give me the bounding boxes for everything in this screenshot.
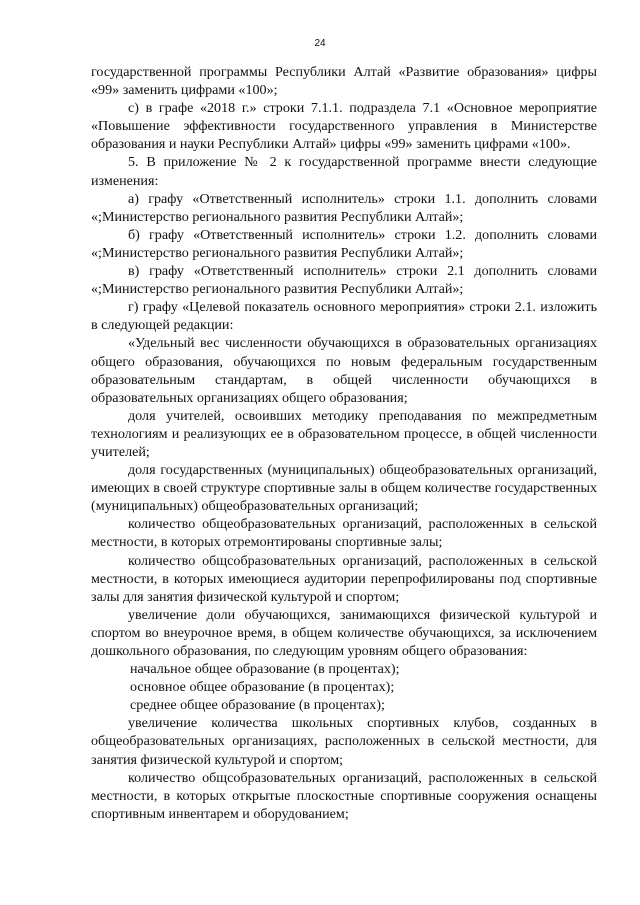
list-item-primary: начальное общее образование (в процентах);	[130, 661, 400, 678]
paragraph-item-g: г) графу «Целевой показатель основного мероприятия» строки 2.1. изложить в следующей редакции:	[91, 299, 597, 334]
paragraph-item-c: с) в графе «2018 г.» строки 7.1.1. подраздела 7.1 «Основное мероприятие «Повышение эффективности государственного управления в Министерстве образования и науки Республики Алтай» цифры «99» заменить цифрами «100».	[91, 100, 597, 153]
page-number: 24	[314, 38, 326, 49]
list-item-secondary: среднее общее образование (в процентах);	[130, 697, 385, 714]
paragraph-indicator-6: увеличение доли обучающихся, занимающихся физической культурой и спортом во внеурочное время, в общем количестве обучающихся, за исключением дошкольного образования, по следующим уровням общего образования:	[91, 606, 597, 659]
paragraph-indicator-3: доля государственных (муниципальных) общеобразовательных организаций, имеющих в своей структуре спортивные залы в общем количестве государственных (муниципальных) общеобразовательных организаций;	[91, 462, 597, 515]
paragraph-indicator-8: количество общсобразовательных организаций, расположенных в сельской местности, в которых открытые плоскостные спортивные сооружения оснащены спортивным инвентарем и оборудованием;	[91, 769, 597, 822]
list-item-basic: основное общее образование (в процентах);	[130, 679, 395, 696]
paragraph-item-b: б) графу «Ответственный исполнитель» строки 1.2. дополнить словами «;Министерство регионального развития Республики Алтай»;	[91, 226, 597, 261]
paragraph-indicator-1: «Удельный вес численности обучающихся в образовательных организациях общего образования, обучающихся по новым федеральным государственным образовательным стандартам, в общей численности обучающихся в образовательных организациях общего образования;	[91, 335, 597, 406]
paragraph-item-5: 5. В приложение № 2 к государственной программе внести следующие изменения:	[91, 154, 597, 189]
paragraph-indicator-4: количество общеобразовательных организаций, расположенных в сельской местности, в которых отремонтированы спортивные залы;	[91, 516, 597, 551]
paragraph-indicator-5: количество общсобразовательных организаций, расположенных в сельской местности, в которых имеющиеся аудитории перепрофилированы под спортивные залы для занятия физической культурой и спортом;	[91, 552, 597, 605]
paragraph-item-v: в) графу «Ответственный исполнитель» строки 2.1 дополнить словами «;Министерство регионального развития Республики Алтай»;	[91, 263, 597, 298]
document-body	[91, 63, 597, 823]
paragraph-item-a: а) графу «Ответственный исполнитель» строки 1.1. дополнить словами «;Министерство регионального развития Республики Алтай»;	[91, 190, 597, 225]
paragraph-continuation: государственной программы Республики Алтай «Развитие образования» цифры «99» заменить цифрами «100»;	[91, 64, 597, 99]
paragraph-indicator-2: доля учителей, освоивших методику преподавания по межпредметным технологиям и реализующих ее в образовательном процессе, в общей численности учителей;	[91, 407, 597, 460]
paragraph-indicator-7: увеличение количества школьных спортивных клубов, созданных в общеобразовательных организациях, расположенных в сельской местности, для занятия физической культурой и спортом;	[91, 715, 597, 768]
